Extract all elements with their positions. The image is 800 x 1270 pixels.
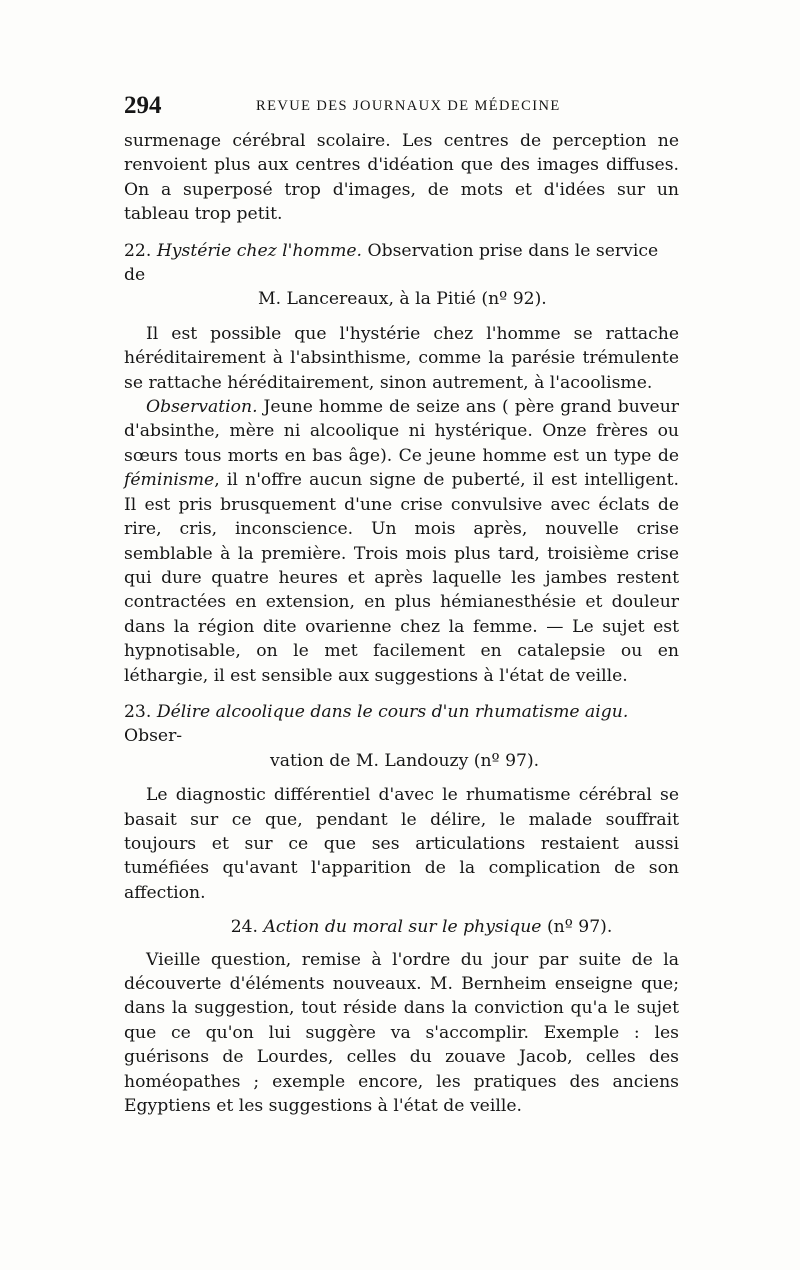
- section-24-heading: [124, 915, 679, 939]
- section-23-line1: [124, 700, 679, 749]
- section-22-line2: M. Lancereaux, à la Pitié (nº 92).: [258, 289, 547, 310]
- section-22-line1: [124, 239, 679, 288]
- section-22-title: Hystérie chez l'homme.: [156, 240, 363, 261]
- observation-text-1: Jeune homme de seize ans ( père grand buveur d'absinthe, mère ni alcoolique ni hystérique. Onze frères ou sœurs tous morts en bas âge). Ce jeune homme est un type de: [124, 397, 679, 466]
- section-24-text: (nº 97).: [541, 917, 613, 938]
- article-body: [124, 129, 679, 1118]
- section-23-number: 23.: [124, 701, 152, 722]
- page-header: [124, 92, 679, 122]
- page-number: 294: [124, 92, 162, 119]
- section-22-text-1: Observation prise dans le service de: [124, 240, 659, 286]
- section-23-text-1: Obser-: [124, 726, 183, 747]
- section-22-number: 22.: [124, 240, 152, 261]
- observation-em-term: féminisme: [124, 470, 215, 491]
- running-title: REVUE DES JOURNAUX DE MÉDECINE: [256, 98, 561, 114]
- section-23-line2: vation de M. Landouzy (nº 97).: [270, 750, 540, 771]
- observation-label: Observation.: [146, 397, 258, 418]
- section-22-observation: [124, 395, 679, 688]
- section-22-paragraph-1: Il est possible que l'hystérie chez l'homme se rattache héréditairement à l'absinthisme, comme la parésie trémulente se rattache héréditairement, sinon autrement, à l'acoolisme.: [124, 323, 679, 393]
- section-24-paragraph: Vieille question, remise à l'ordre du jour par suite de la découverte d'éléments nouveaux. M. Bernheim enseigne que; dans la suggestion, tout réside dans la conviction qu'a le sujet que ce qu'on lui suggère va s'accomplir. Exemple : les guérisons de Lourdes, celles du zouave Jacob, celles des homéopathes ; exemple encore, les pratiques des anciens Egyptiens et les suggestions à l'état de veille.: [124, 949, 679, 1117]
- section-23-heading: [124, 700, 679, 773]
- section-22-heading: [124, 239, 679, 312]
- section-24-number: 24.: [230, 917, 259, 938]
- observation-text-2: , il n'offre aucun signe de puberté, il est intelligent. Il est pris brusquement d'une crise convulsive avec éclats de rire, cris, inconscience. Un mois après, nouvelle crise semblable à la première. Trois mois plus tard, troisième crise qui dure quatre heures et après laquelle les jambes restent contractées en extension, en plus hémianesthésie et douleur dans la région dite ovarienne chez la femme. — Le sujet est hypnotisable, on le met facilement en catalepsie ou en léthargie, il est sensible aux suggestions à l'état de veille.: [124, 470, 679, 686]
- section-24-title: Action du moral sur le physique: [263, 917, 542, 938]
- section-23-title: Délire alcoolique dans le cours d'un rhumatisme aigu.: [156, 701, 629, 722]
- intro-paragraph: surmenage cérébral scolaire. Les centres de perception ne renvoient plus aux centres d'idéation que des images diffuses. On a superposé trop d'images, de mots et d'idées sur un tableau trop petit.: [124, 131, 679, 225]
- section-23-paragraph: Le diagnostic différentiel d'avec le rhumatisme cérébral se basait sur ce que, pendant le délire, le malade souffrait toujours et sur ce que ses articulations restaient aussi tuméfiées qu'avant l'apparition de la complication de son affection.: [124, 785, 679, 903]
